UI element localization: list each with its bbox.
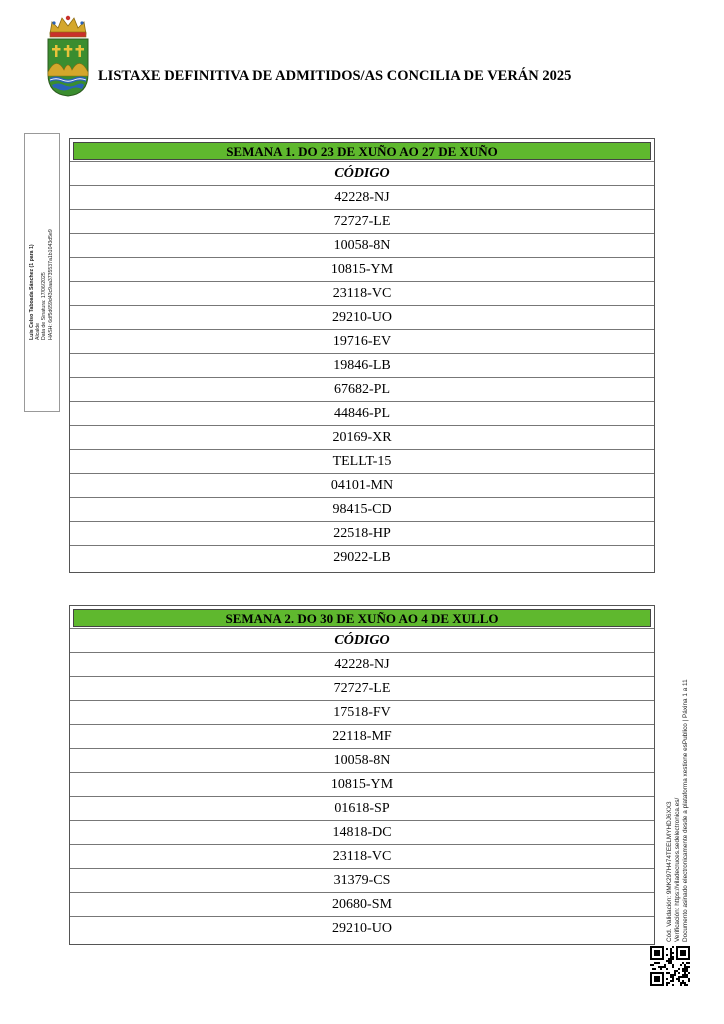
code-row: 72727-LE [70, 676, 654, 700]
municipal-crest [44, 12, 92, 98]
code-row: 72727-LE [70, 209, 654, 233]
verification-link[interactable]: Verificación: https://viladecruces.sedelectronica.es/ [674, 797, 681, 942]
week-1-heading: SEMANA 1. DO 23 DE XUÑO AO 27 DE XUÑO [73, 142, 651, 160]
signature-block [29, 229, 54, 340]
validation-code: Cód. Validación: 9MK297H474TEELMYHDJ6XX3 [666, 801, 673, 942]
code-row: 14818-DC [70, 820, 654, 844]
validation-footer [666, 679, 690, 942]
week-2-table [69, 605, 655, 945]
week-2-heading: SEMANA 2. DO 30 DE XUÑO AO 4 DE XULLO [73, 609, 651, 627]
qr-code-icon [650, 946, 690, 986]
signature-platform-note: Documento asinado electronicamente desde a plataforma xestione esPublico | Páxina 1 a 11 [682, 679, 689, 942]
code-row: 10058-8N [70, 233, 654, 257]
code-row: 04101-MN [70, 473, 654, 497]
code-row: 44846-PL [70, 401, 654, 425]
code-row: 22118-MF [70, 724, 654, 748]
week-2-rows [70, 628, 654, 940]
code-row: 10815-YM [70, 257, 654, 281]
code-row: 17518-FV [70, 700, 654, 724]
code-row: 23118-VC [70, 844, 654, 868]
code-row: 20169-XR [70, 425, 654, 449]
code-row: TELLT-15 [70, 449, 654, 473]
code-row: 10058-8N [70, 748, 654, 772]
code-row: 29210-UO [70, 916, 654, 940]
code-row: 01618-SP [70, 796, 654, 820]
code-row: 98415-CD [70, 497, 654, 521]
code-row: 23118-VC [70, 281, 654, 305]
code-row: 67682-PL [70, 377, 654, 401]
document-title: LISTAXE DEFINITIVA DE ADMITIDOS/AS CONCILIA DE VERÁN 2025 [98, 68, 572, 84]
code-row: 22518-HP [70, 521, 654, 545]
signer-name: Luis Celso Taboada Sánchez (1 para 1) [29, 244, 35, 340]
codigo-column-header: CÓDIGO [70, 628, 654, 652]
code-row: 42228-NJ [70, 652, 654, 676]
code-row: 19846-LB [70, 353, 654, 377]
code-row: 31379-CS [70, 868, 654, 892]
week-1-table [69, 138, 655, 573]
code-row: 29210-UO [70, 305, 654, 329]
code-row: 20680-SM [70, 892, 654, 916]
week-1-rows [70, 161, 654, 569]
signature-date: Data de Sinatura: 17/06/2025 [41, 272, 48, 340]
signer-role: Alcalde [35, 322, 42, 340]
code-row: 29022-LB [70, 545, 654, 569]
code-row: 10815-YM [70, 772, 654, 796]
codigo-column-header: CÓDIGO [70, 161, 654, 185]
code-row: 19716-EV [70, 329, 654, 353]
signature-hash: HASH: 6df5d659d43c9aa3735537a1b1043d5e9 [47, 229, 54, 340]
code-row: 42228-NJ [70, 185, 654, 209]
